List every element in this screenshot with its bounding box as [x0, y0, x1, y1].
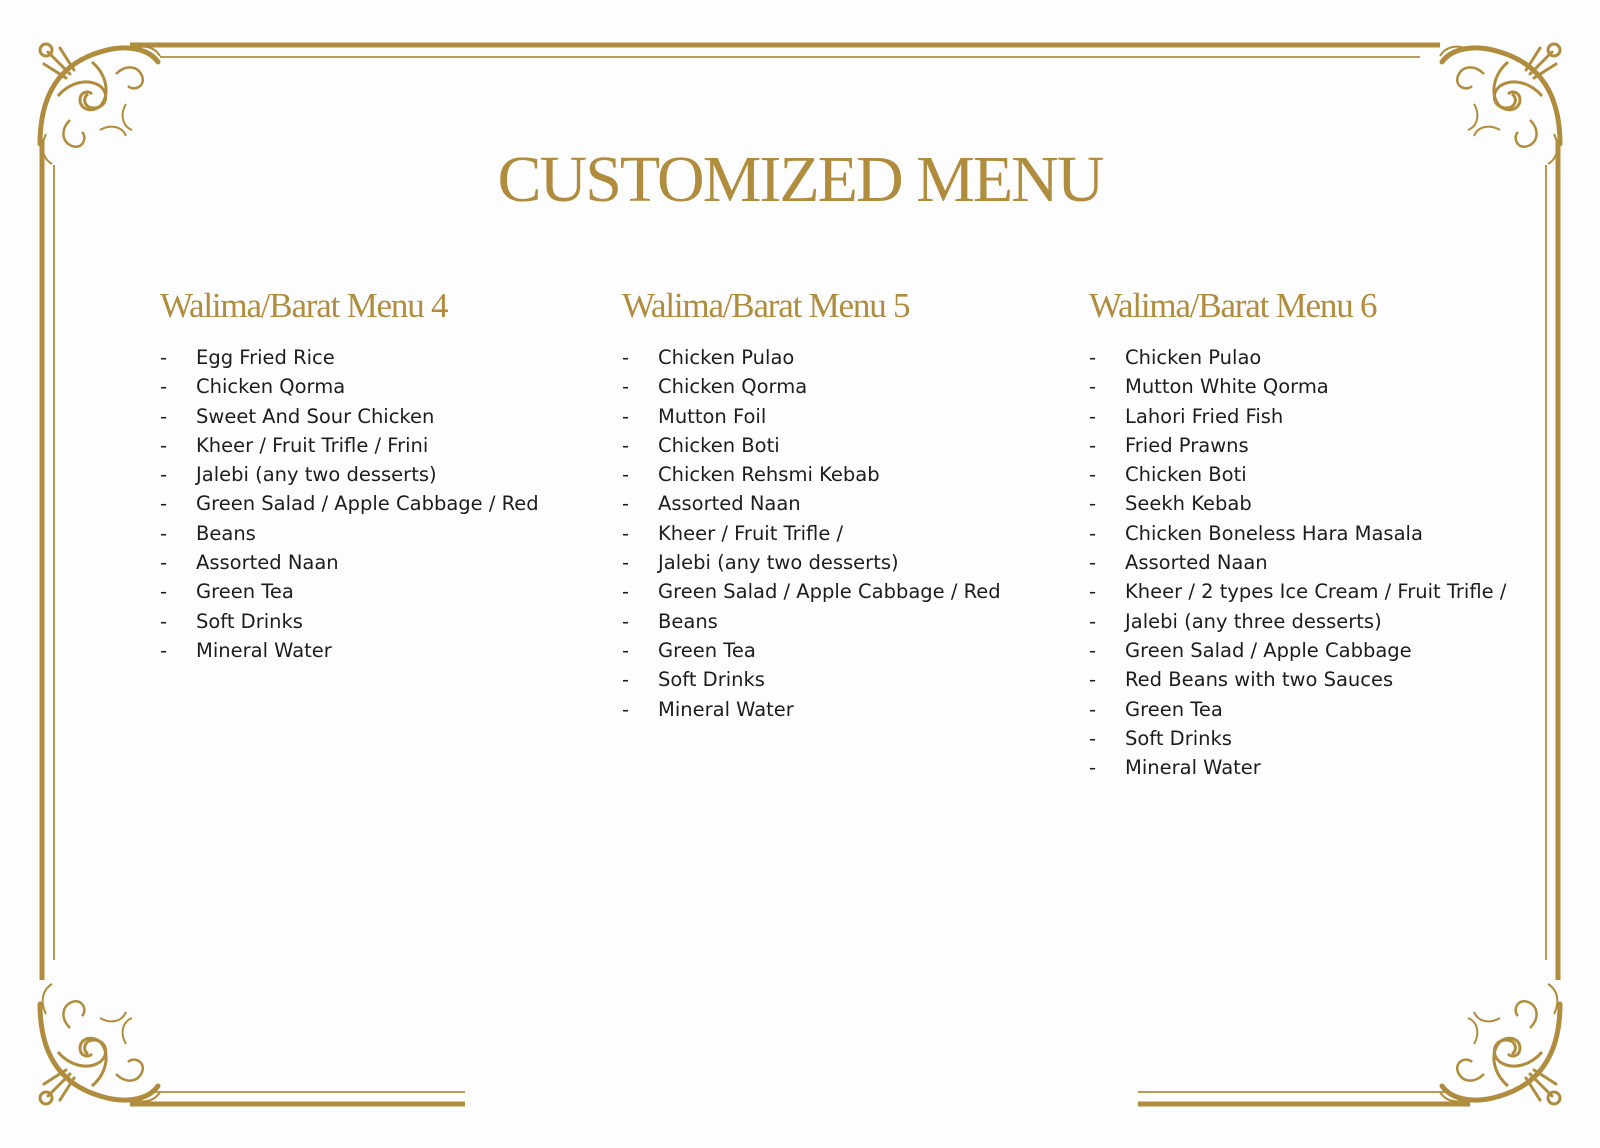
bullet-dash: - [1089, 609, 1097, 633]
list-item: - Egg Fried Rice [160, 343, 600, 372]
bullet-dash: - [622, 551, 630, 575]
bullet-dash: - [160, 521, 168, 545]
list-item: - Chicken Boti [622, 431, 1062, 460]
list-item: - Sweet And Sour Chicken [160, 402, 600, 431]
page-title: CUSTOMIZED MENU [497, 143, 1103, 216]
bullet-dash: - [622, 521, 630, 545]
list-item: - Mutton Foil [622, 402, 1062, 431]
bullet-dash: - [622, 433, 630, 457]
bullet-dash: - [622, 492, 630, 516]
menu-item-list [160, 343, 600, 665]
bullet-dash: - [1089, 433, 1097, 457]
list-item: - Chicken Pulao [1089, 343, 1529, 372]
bullet-dash: - [160, 609, 168, 633]
list-item: - Chicken Rehsmi Kebab [622, 460, 1062, 489]
bullet-dash: - [160, 404, 168, 428]
list-item: - Soft Drinks [1089, 724, 1529, 753]
bullet-dash: - [1089, 551, 1097, 575]
list-item: - Green Salad / Apple Cabbage [1089, 636, 1529, 665]
list-item: - Assorted Naan [160, 548, 600, 577]
list-item: - Jalebi (any three desserts) [1089, 607, 1529, 636]
menu-heading: Walima/Barat Menu 5 [622, 286, 910, 325]
list-item: - Soft Drinks [622, 665, 1062, 694]
menu-column-5 [622, 284, 1062, 724]
list-item: - Red Beans with two Sauces [1089, 665, 1529, 694]
list-item: - Assorted Naan [1089, 548, 1529, 577]
list-item: - Fried Prawns [1089, 431, 1529, 460]
bullet-dash: - [1089, 346, 1097, 369]
list-item: - Seekh Kebab [1089, 489, 1529, 518]
bullet-dash: - [1089, 580, 1097, 604]
list-item: - Green Tea [1089, 695, 1529, 724]
list-item: - Lahori Fried Fish [1089, 402, 1529, 431]
bullet-dash: - [622, 404, 630, 428]
list-item: - Kheer / Fruit Trifle / Frini [160, 431, 600, 460]
menu-item-list [622, 343, 1062, 724]
bullet-dash: - [1089, 404, 1097, 428]
bullet-dash: - [1089, 726, 1097, 750]
list-item: - Jalebi (any two desserts) [160, 460, 600, 489]
bullet-dash: - [160, 463, 168, 487]
list-item: - Mineral Water [1089, 753, 1529, 782]
bullet-dash: - [622, 346, 630, 369]
bullet-dash: - [1089, 463, 1097, 487]
list-item: - Jalebi (any two desserts) [622, 548, 1062, 577]
bullet-dash: - [160, 375, 168, 399]
list-item: - Green Tea [160, 577, 600, 606]
bullet-dash: - [1089, 521, 1097, 545]
list-item: - Mineral Water [622, 695, 1062, 724]
bullet-dash: - [160, 346, 168, 369]
bullet-dash: - [622, 375, 630, 399]
list-item: - Mineral Water [160, 636, 600, 665]
bullet-dash: - [622, 580, 630, 604]
menu-column-6 [1089, 284, 1529, 782]
bullet-dash: - [160, 638, 168, 662]
bullet-dash: - [622, 609, 630, 633]
menu-column-4 [160, 284, 600, 665]
bullet-dash: - [1089, 492, 1097, 516]
list-item: - Chicken Boneless Hara Masala [1089, 519, 1529, 548]
bullet-dash: - [1089, 668, 1097, 692]
bullet-dash: - [160, 433, 168, 457]
list-item: - Beans [160, 519, 600, 548]
menu-heading: Walima/Barat Menu 4 [160, 286, 448, 325]
bullet-dash: - [1089, 638, 1097, 662]
list-item: - Assorted Naan [622, 489, 1062, 518]
list-item: - Soft Drinks [160, 607, 600, 636]
bullet-dash: - [622, 697, 630, 721]
bullet-dash: - [622, 463, 630, 487]
list-item: - Kheer / Fruit Trifle / [622, 519, 1062, 548]
list-item: - Chicken Qorma [160, 372, 600, 401]
bullet-dash: - [1089, 375, 1097, 399]
list-item: - Green Salad / Apple Cabbage / Red [622, 577, 1062, 606]
bullet-dash: - [1089, 756, 1097, 780]
list-item: - Green Salad / Apple Cabbage / Red [160, 489, 600, 518]
list-item: - Beans [622, 607, 1062, 636]
bullet-dash: - [622, 638, 630, 662]
list-item: - Chicken Qorma [622, 372, 1062, 401]
bullet-dash: - [1089, 697, 1097, 721]
bullet-dash: - [622, 668, 630, 692]
bullet-dash: - [160, 492, 168, 516]
list-item: - Mutton White Qorma [1089, 372, 1529, 401]
menu-item-list [1089, 343, 1529, 782]
menu-heading: Walima/Barat Menu 6 [1089, 286, 1377, 325]
bullet-dash: - [160, 580, 168, 604]
list-item: - Green Tea [622, 636, 1062, 665]
list-item: - Chicken Boti [1089, 460, 1529, 489]
bullet-dash: - [160, 551, 168, 575]
list-item: - Chicken Pulao [622, 343, 1062, 372]
list-item: - Kheer / 2 types Ice Cream / Fruit Trifle / [1089, 577, 1529, 606]
